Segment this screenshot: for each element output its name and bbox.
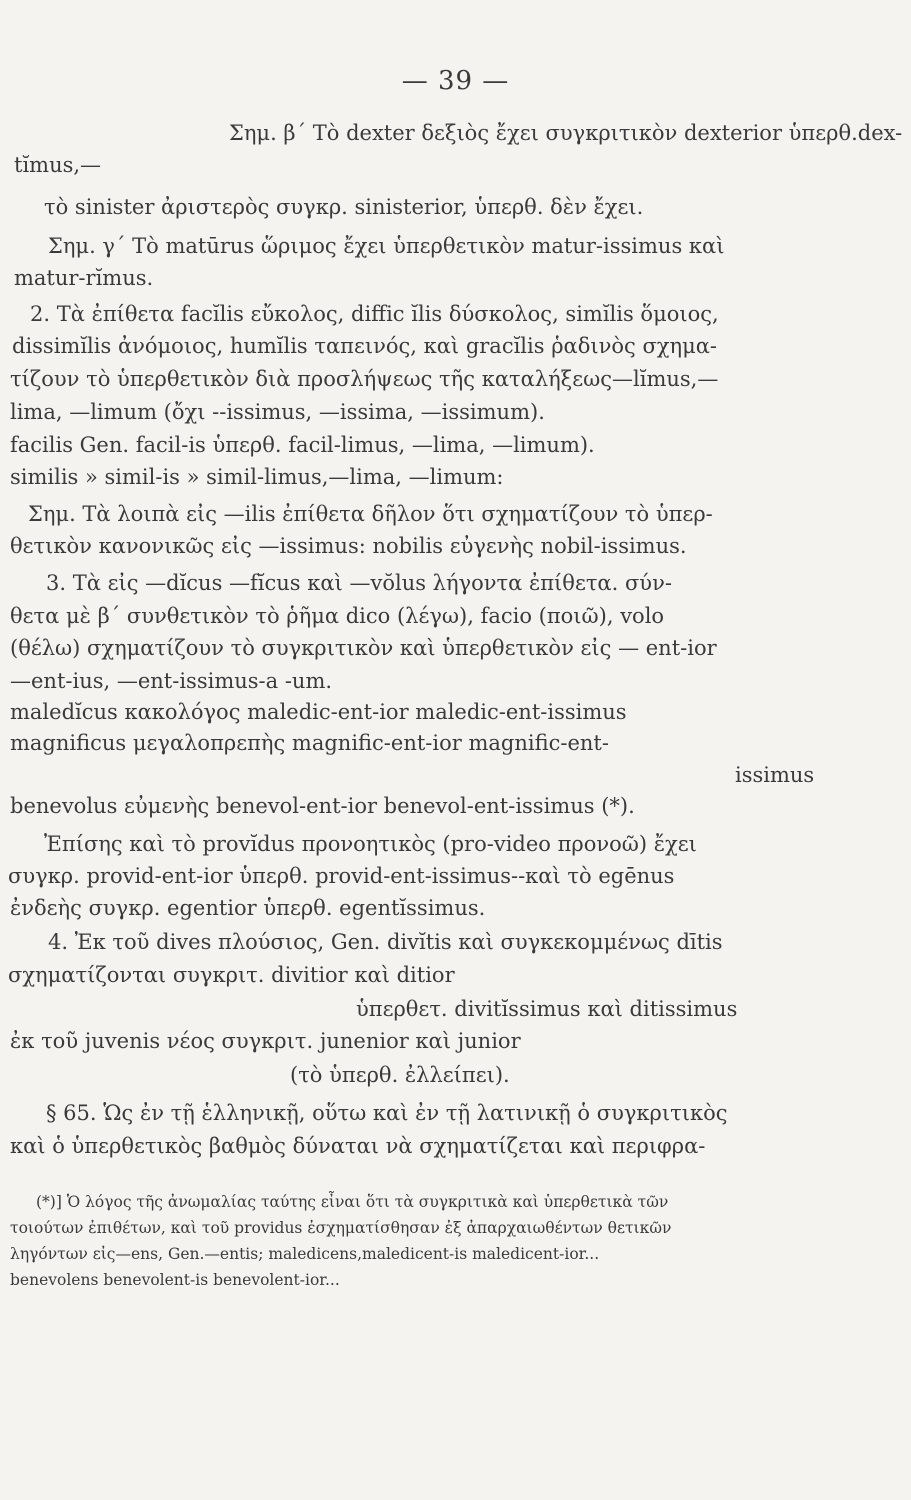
text-line: benevolus εὐμενὴς benevol-ent-ior benevol-ent-issimus (*). [10, 794, 635, 818]
text-line: 4. Ἐκ τοῦ dives πλούσιος, Gen. divĭtis καὶ συγκεκομμένως dītis [48, 930, 723, 954]
footnote-line: τοιούτων ἐπιθέτων, καὶ τοῦ providus ἐσχηματίσθησαν ἐξ ἀπαρχαιωθέντων θετικῶν [10, 1219, 672, 1237]
text-line: matur-rĭmus. [14, 266, 154, 290]
text-line: issimus [735, 763, 815, 787]
text-line: maledĭcus κακολόγος maledic-ent-ior maledic-ent-issimus [10, 700, 627, 724]
text-line: ὑπερθετ. divitĭssimus καὶ ditissimus [356, 997, 738, 1021]
text-line: (τὸ ὑπερθ. ἐλλείπει). [290, 1063, 510, 1087]
text-line: τίζουν τὸ ὑπερθετικὸν διὰ προσλήψεως τῆς καταλήξεως—lĭmus,— [10, 367, 719, 391]
text-line: σχηματίζονται συγκριτ. divitior καὶ ditior [8, 963, 455, 987]
text-line: Σημ. γ΄ Τὸ matūrus ὥριμος ἔχει ὑπερθετικὸν matur-issimus καὶ [48, 234, 725, 258]
text-line: similis » simil-is » simil-limus,—lima, —limum: [10, 465, 504, 489]
text-line: § 65. Ὡς ἐν τῇ ἑλληνικῇ, οὕτω καὶ ἐν τῇ λατινικῇ ὁ συγκριτικὸς [46, 1101, 728, 1125]
text-line: τὸ sinister ἀριστερὸς συγκρ. sinisterior, ὑπερθ. δὲν ἔχει. [44, 195, 644, 219]
footnote-divider [158, 1162, 678, 1163]
text-line: συγκρ. provid-ent-ior ὑπερθ. provid-ent-issimus--καὶ τὸ egēnus [8, 864, 675, 888]
text-line: magnificus μεγαλοπρεπὴς magnific-ent-ior magnific-ent- [10, 731, 609, 755]
text-line: Σημ. Τὰ λοιπὰ εἰς —ilis ἐπίθετα δῆλον ὅτι σχηματίζουν τὸ ὑπερ- [28, 502, 713, 526]
text-line: θετα μὲ β΄ συνθετικὸν τὸ ῥῆμα dico (λέγω), facio (ποιῶ), volo [10, 604, 665, 628]
text-line: (θέλω) σχηματίζουν τὸ συγκριτικὸν καὶ ὑπερθετικὸν εἰς — ent-ior [10, 636, 717, 660]
footnote-line: benevolens benevolent-is benevolent-ior... [10, 1271, 340, 1289]
text-line: θετικὸν κανονικῶς εἰς —issimus: nobilis εὐγενὴς nobil-issimus. [10, 534, 687, 558]
text-line: 3. Τὰ εἰς —dĭcus —fĭcus καὶ —vŏlus λήγοντα ἐπίθετα. σύν- [46, 571, 672, 595]
text-line: facilis Gen. facil-is ὑπερθ. facil-limus, —lima, —limum). [10, 433, 595, 457]
text-line: ἐκ τοῦ juvenis νέος συγκριτ. junenior καὶ junior [10, 1029, 521, 1053]
footnote-line: ληγόντων εἰς—ens, Gen.—entis; maledicens,maledicent-is maledicent-ior... [10, 1245, 600, 1263]
page-number: — 39 — [401, 66, 510, 96]
text-line: καὶ ὁ ὑπερθετικὸς βαθμὸς δύναται νὰ σχηματίζεται καὶ περιφρα- [10, 1134, 706, 1158]
text-line: tĭmus,— [14, 153, 102, 177]
text-line: lima, —limum (ὄχι --issimus, —issima, —issimum). [10, 400, 545, 424]
text-line: Σημ. β΄ Τὸ dexter δεξιὸς ἔχει συγκριτικὸν dexterior ὑπερθ.dex- [229, 121, 903, 145]
text-line: ἐνδεὴς συγκρ. egentior ὑπερθ. egentĭssimus. [10, 896, 486, 920]
text-line: 2. Τὰ ἐπίθετα facĭlis εὔκολος, diffic ĭlis δύσκολος, simĭlis ὅμοιος, [30, 302, 719, 326]
text-line: —ent-ius, —ent-issimus-a -um. [10, 669, 333, 693]
text-line: dissimĭlis ἀνόμοιος, humĭlis ταπεινός, καὶ gracĭlis ῥαδινὸς σχημα- [12, 334, 718, 358]
footnote-line: (*)] Ὁ λόγος τῆς ἀνωμαλίας ταύτης εἶναι ὅτι τὰ συγκριτικὰ καὶ ὑπερθετικὰ τῶν [36, 1193, 669, 1211]
text-line: Ἐπίσης καὶ τὸ provĭdus προνοητικὸς (pro-video προνοῶ) ἔχει [44, 832, 697, 856]
